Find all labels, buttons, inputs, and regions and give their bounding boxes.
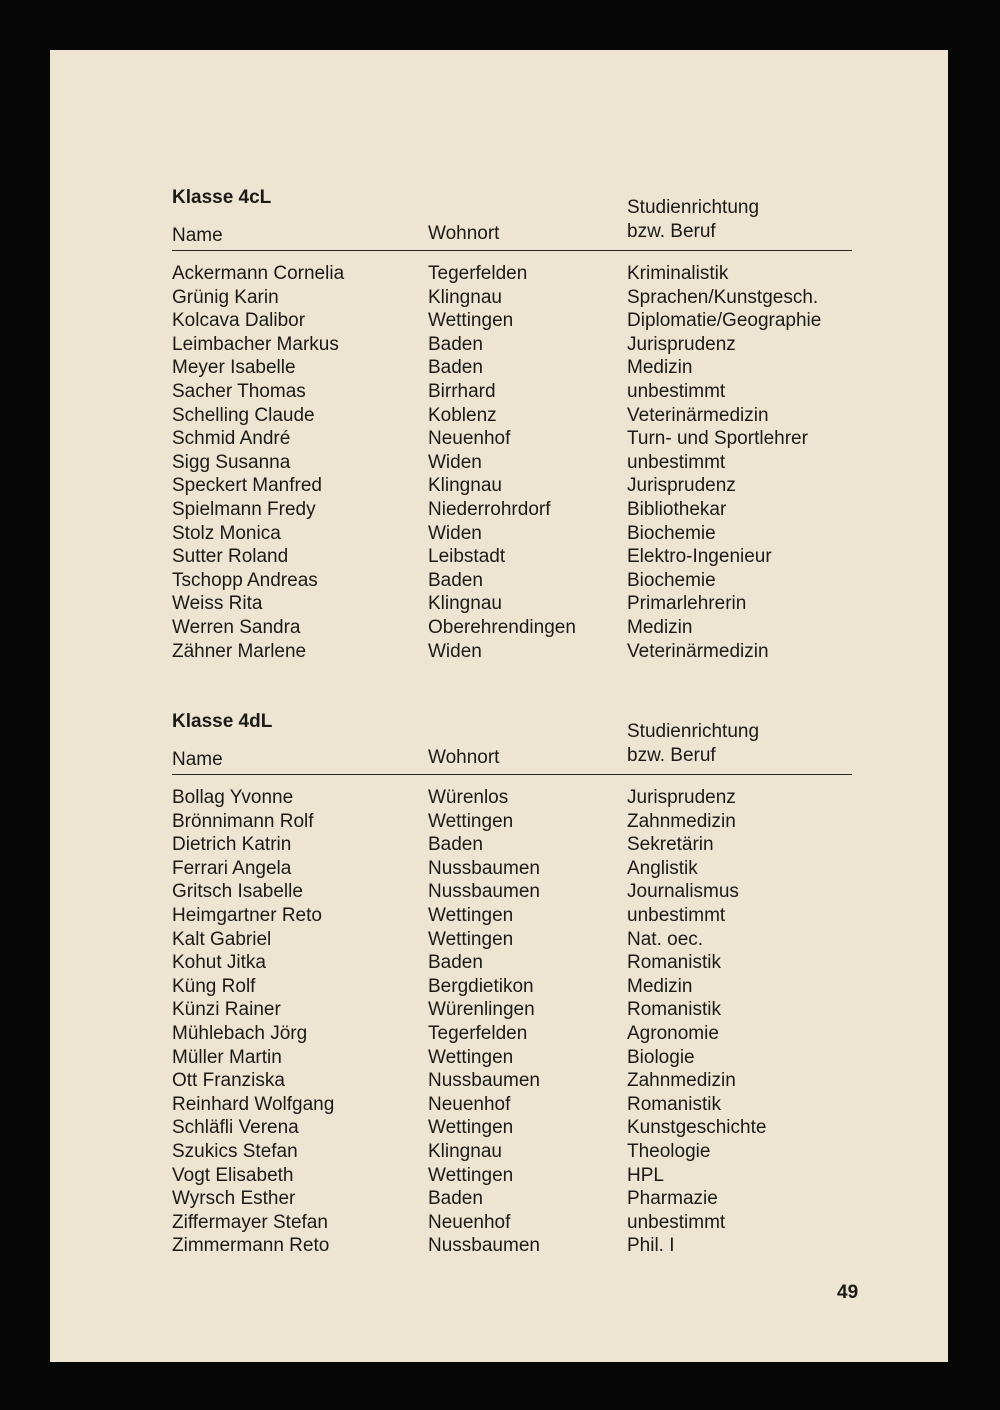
table-row xyxy=(172,857,857,881)
student-wohnort: Widen xyxy=(428,640,482,662)
student-studienrichtung: Journalismus xyxy=(627,881,739,903)
student-studienrichtung: Biologie xyxy=(627,1046,695,1068)
table-row xyxy=(172,810,857,834)
table-row xyxy=(172,1140,857,1164)
student-wohnort: Neuenhof xyxy=(428,1211,511,1233)
table-row xyxy=(172,522,857,546)
student-wohnort: Nussbaumen xyxy=(428,1235,540,1257)
column-header-studienrichtung-line1: Studienrichtung xyxy=(627,197,760,218)
table-row xyxy=(172,1234,857,1258)
student-wohnort: Wettingen xyxy=(428,928,514,950)
student-wohnort: Baden xyxy=(428,569,483,591)
table-row xyxy=(172,356,857,380)
student-name: Schläfli Verena xyxy=(172,1117,299,1139)
student-studienrichtung: Medizin xyxy=(627,975,693,997)
student-name: Bollag Yvonne xyxy=(172,787,294,808)
student-wohnort: Baden xyxy=(428,952,483,974)
student-wohnort: Leibstadt xyxy=(428,546,506,568)
student-studienrichtung: Agronomie xyxy=(627,1022,719,1044)
column-header-studienrichtung xyxy=(627,196,759,244)
page-number: 49 xyxy=(837,1282,859,1303)
student-name: Heimgartner Reto xyxy=(172,904,322,926)
student-studienrichtung: Medizin xyxy=(627,357,693,379)
table-row xyxy=(172,569,857,593)
student-wohnort: Klingnau xyxy=(428,1140,502,1162)
student-wohnort: Wettingen xyxy=(428,810,514,832)
student-name: Müller Martin xyxy=(172,1046,282,1068)
student-studienrichtung: Primarlehrerin xyxy=(627,593,747,615)
student-name: Zimmermann Reto xyxy=(172,1235,330,1257)
student-wohnort: Tegerfelden xyxy=(428,1022,528,1044)
table-row xyxy=(172,427,857,451)
student-wohnort: Baden xyxy=(428,333,483,355)
student-name: Zähner Marlene xyxy=(172,640,307,662)
student-studienrichtung: unbestimmt xyxy=(627,1211,726,1233)
column-header-name: Name xyxy=(172,225,223,246)
student-wohnort: Klingnau xyxy=(428,593,502,615)
student-studienrichtung: Romanistik xyxy=(627,999,721,1021)
student-studienrichtung: Anglistik xyxy=(627,857,698,879)
table-row xyxy=(172,404,857,428)
table-row xyxy=(172,333,857,357)
table-row xyxy=(172,309,857,333)
student-studienrichtung: Diplomatie/Geographie xyxy=(627,310,822,332)
student-name: Spielmann Fredy xyxy=(172,498,316,520)
table-row xyxy=(172,1046,857,1070)
student-studienrichtung: Veterinärmedizin xyxy=(627,640,769,662)
student-studienrichtung: Zahnmedizin xyxy=(627,810,736,832)
student-wohnort: Wettingen xyxy=(428,1164,514,1186)
header-rule xyxy=(172,250,852,251)
student-wohnort: Nussbaumen xyxy=(428,881,540,903)
student-studienrichtung: Bibliothekar xyxy=(627,498,727,520)
student-wohnort: Tegerfelden xyxy=(428,263,528,284)
student-name: Leimbacher Markus xyxy=(172,333,339,355)
table-row xyxy=(172,880,857,904)
student-name: Ackermann Cornelia xyxy=(172,263,345,284)
student-wohnort: Oberehrendingen xyxy=(428,616,576,638)
student-studienrichtung: Medizin xyxy=(627,616,693,638)
column-header-wohnort: Wohnort xyxy=(428,747,500,768)
table-row xyxy=(172,380,857,404)
student-name: Sacher Thomas xyxy=(172,380,306,402)
table-row xyxy=(172,786,857,810)
student-wohnort: Baden xyxy=(428,1188,483,1210)
student-wohnort: Klingnau xyxy=(428,286,502,308)
student-name: Wyrsch Esther xyxy=(172,1188,296,1210)
table-row xyxy=(172,262,857,286)
column-header-studienrichtung xyxy=(627,720,759,768)
student-name: Meyer Isabelle xyxy=(172,357,296,379)
student-studienrichtung: Jurisprudenz xyxy=(627,475,736,497)
student-name: Sutter Roland xyxy=(172,546,289,568)
table-row xyxy=(172,1093,857,1117)
student-name: Ziffermayer Stefan xyxy=(172,1211,328,1233)
section-title: Klasse 4cL xyxy=(172,187,272,208)
student-name: Werren Sandra xyxy=(172,616,301,638)
student-name: Kolcava Dalibor xyxy=(172,310,306,332)
table-row xyxy=(172,1187,857,1211)
student-name: Weiss Rita xyxy=(172,593,263,615)
column-header-studienrichtung-line1: Studienrichtung xyxy=(627,721,760,742)
document-page xyxy=(50,50,948,1362)
column-header-studienrichtung-line2: bzw. Beruf xyxy=(627,221,716,242)
table-row xyxy=(172,640,857,664)
table-row xyxy=(172,833,857,857)
student-wohnort: Birrhard xyxy=(428,380,496,402)
table-row xyxy=(172,474,857,498)
student-list xyxy=(172,262,857,663)
student-studienrichtung: unbestimmt xyxy=(627,904,726,926)
table-row xyxy=(172,975,857,999)
student-name: Künzi Rainer xyxy=(172,999,281,1021)
table-row xyxy=(172,904,857,928)
table-row xyxy=(172,1069,857,1093)
student-wohnort: Baden xyxy=(428,357,483,379)
student-wohnort: Neuenhof xyxy=(428,428,511,450)
student-list xyxy=(172,786,857,1258)
student-name: Gritsch Isabelle xyxy=(172,881,303,903)
table-row xyxy=(172,498,857,522)
table-row xyxy=(172,545,857,569)
student-wohnort: Wettingen xyxy=(428,1046,514,1068)
student-wohnort: Baden xyxy=(428,834,483,856)
student-wohnort: Wettingen xyxy=(428,904,514,926)
student-name: Sigg Susanna xyxy=(172,451,291,473)
student-name: Schmid André xyxy=(172,428,291,450)
student-wohnort: Klingnau xyxy=(428,475,502,497)
table-row xyxy=(172,1164,857,1188)
student-studienrichtung: Turn- und Sportlehrer xyxy=(627,428,808,450)
table-row xyxy=(172,451,857,475)
table-row xyxy=(172,592,857,616)
student-wohnort: Nussbaumen xyxy=(428,857,540,879)
student-name: Grünig Karin xyxy=(172,286,279,308)
student-wohnort: Widen xyxy=(428,522,482,544)
student-studienrichtung: Romanistik xyxy=(627,1093,721,1115)
student-name: Vogt Elisabeth xyxy=(172,1164,294,1186)
student-name: Mühlebach Jörg xyxy=(172,1022,308,1044)
student-name: Speckert Manfred xyxy=(172,475,322,497)
table-row xyxy=(172,286,857,310)
student-name: Küng Rolf xyxy=(172,975,256,997)
student-wohnort: Niederrohrdorf xyxy=(428,498,551,520)
section-title: Klasse 4dL xyxy=(172,711,273,732)
student-studienrichtung: Elektro-Ingenieur xyxy=(627,546,772,568)
student-studienrichtung: Phil. I xyxy=(627,1235,675,1257)
student-wohnort: Wettingen xyxy=(428,310,514,332)
student-name: Schelling Claude xyxy=(172,404,315,426)
student-studienrichtung: Zahnmedizin xyxy=(627,1070,736,1092)
student-name: Ferrari Angela xyxy=(172,857,292,879)
student-studienrichtung: Kriminalistik xyxy=(627,263,729,284)
student-wohnort: Nussbaumen xyxy=(428,1070,540,1092)
student-wohnort: Neuenhof xyxy=(428,1093,511,1115)
student-studienrichtung: Kunstgeschichte xyxy=(627,1117,767,1139)
student-name: Szukics Stefan xyxy=(172,1140,298,1162)
student-wohnort: Widen xyxy=(428,451,482,473)
table-row xyxy=(172,1116,857,1140)
student-name: Brönnimann Rolf xyxy=(172,810,314,832)
student-name: Tschopp Andreas xyxy=(172,569,318,591)
student-wohnort: Bergdietikon xyxy=(428,975,534,997)
student-name: Reinhard Wolfgang xyxy=(172,1093,335,1115)
table-row xyxy=(172,1022,857,1046)
student-studienrichtung: Jurisprudenz xyxy=(627,333,736,355)
student-studienrichtung: Theologie xyxy=(627,1140,711,1162)
column-header-name: Name xyxy=(172,749,223,770)
student-studienrichtung: Biochemie xyxy=(627,569,716,591)
student-wohnort: Wettingen xyxy=(428,1117,514,1139)
student-studienrichtung: Pharmazie xyxy=(627,1188,718,1210)
student-wohnort: Würenlingen xyxy=(428,999,535,1021)
student-studienrichtung: unbestimmt xyxy=(627,380,726,402)
column-header-wohnort: Wohnort xyxy=(428,223,500,244)
student-name: Kohut Jitka xyxy=(172,952,266,974)
table-row xyxy=(172,951,857,975)
student-studienrichtung: HPL xyxy=(627,1164,664,1186)
student-name: Ott Franziska xyxy=(172,1070,285,1092)
student-studienrichtung: Sprachen/Kunstgesch. xyxy=(627,286,819,308)
table-row xyxy=(172,998,857,1022)
table-row xyxy=(172,1211,857,1235)
student-studienrichtung: Nat. oec. xyxy=(627,928,704,950)
header-rule xyxy=(172,774,852,775)
student-name: Kalt Gabriel xyxy=(172,928,272,950)
student-wohnort: Würenlos xyxy=(428,787,509,808)
student-studienrichtung: unbestimmt xyxy=(627,451,726,473)
student-studienrichtung: Veterinärmedizin xyxy=(627,404,769,426)
student-name: Stolz Monica xyxy=(172,522,281,544)
student-studienrichtung: Sekretärin xyxy=(627,834,714,856)
table-row xyxy=(172,928,857,952)
table-row xyxy=(172,616,857,640)
student-studienrichtung: Biochemie xyxy=(627,522,716,544)
student-studienrichtung: Romanistik xyxy=(627,952,721,974)
student-name: Dietrich Katrin xyxy=(172,834,292,856)
student-studienrichtung: Jurisprudenz xyxy=(627,787,736,808)
column-header-studienrichtung-line2: bzw. Beruf xyxy=(627,745,716,766)
student-wohnort: Koblenz xyxy=(428,404,497,426)
